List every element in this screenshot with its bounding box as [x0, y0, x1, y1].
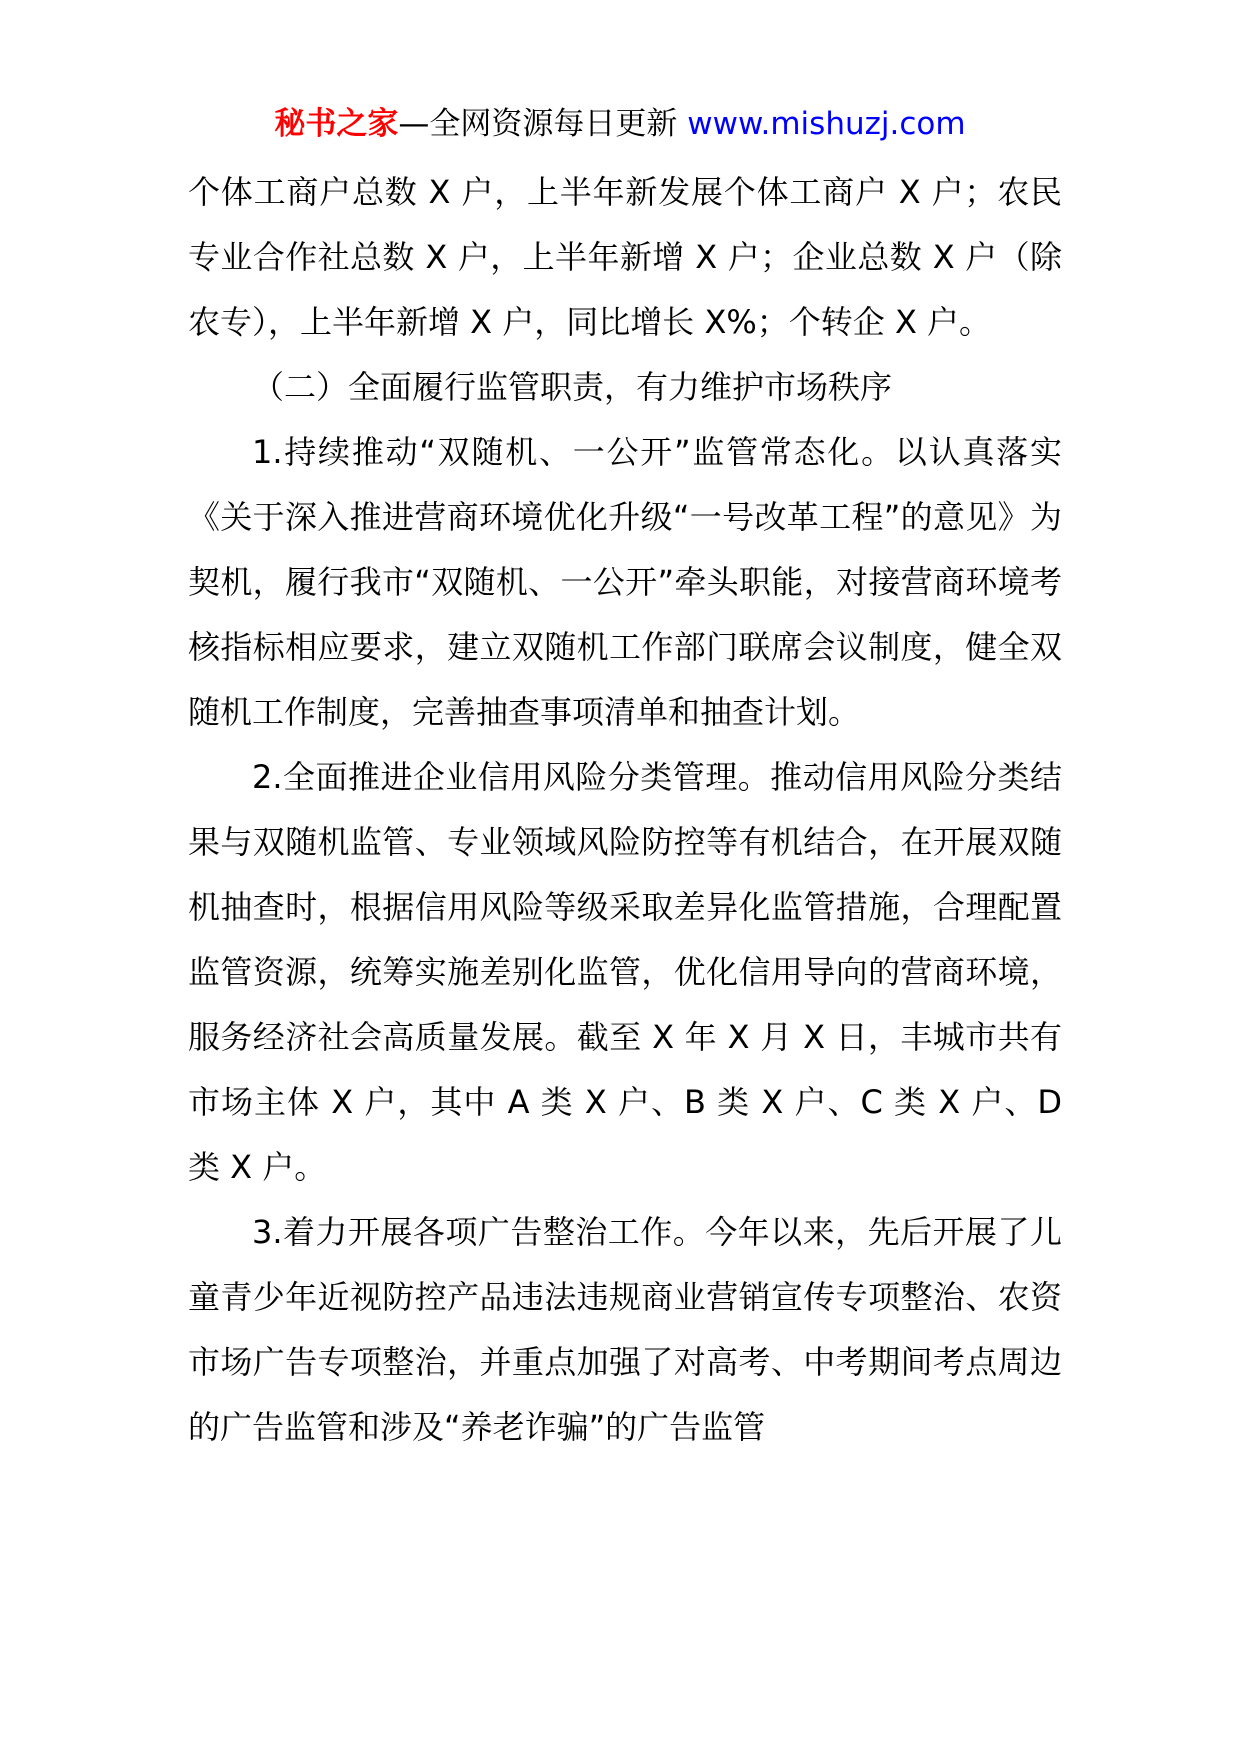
- paragraph-item-1: 1.持续推动“双随机、一公开”监管常态化。以认真落实《关于深入推进营商环境优化升级“一号改革工程”的意见》为契机，履行我市“双随机、一公开”牵头职能，对接营商环境考核指标相应要求，建立双随机工作部门联席会议制度，健全双随机工作制度，完善抽查事项清单和抽查计划。: [188, 433, 1062, 731]
- site-header: [0, 104, 1240, 144]
- site-url-link[interactable]: www.mishuzj.com: [687, 106, 966, 142]
- paragraph-item-3: 3.着力开展各项广告整治工作。今年以来，先后开展了儿童青少年近视防控产品违法违规商业营销宣传专项整治、农资市场广告专项整治，并重点加强了对高考、中考期间考点周边的广告监管和涉及“养老诈骗”的广告监管: [188, 1213, 1062, 1446]
- section-heading: （二）全面履行监管职责，有力维护市场秩序: [252, 368, 893, 406]
- paragraph-item-2: 2.全面推进企业信用风险分类管理。推动信用风险分类结果与双随机监管、专业领域风险防控等有机结合，在开展双随机抽查时，根据信用风险等级采取差异化监管措施，合理配置监管资源，统筹实施差别化监管，优化信用导向的营商环境，服务经济社会高质量发展。截至 X 年 X 月 X 日，丰城市共有市场主体 X 户，其中 A 类 X 户、B 类 X 户、C 类 X 户、D 类 X 户。: [188, 758, 1062, 1186]
- site-brand: 秘书之家: [274, 106, 399, 142]
- site-tagline: —全网资源每日更新: [398, 106, 678, 142]
- paragraph-continuation: 个体工商户总数 X 户，上半年新发展个体工商户 X 户；农民专业合作社总数 X 户，上半年新增 X 户；企业总数 X 户（除农专），上半年新增 X 户，同比增长 X%；个转企 X 户。: [188, 173, 1062, 341]
- document-body: [188, 160, 1062, 1460]
